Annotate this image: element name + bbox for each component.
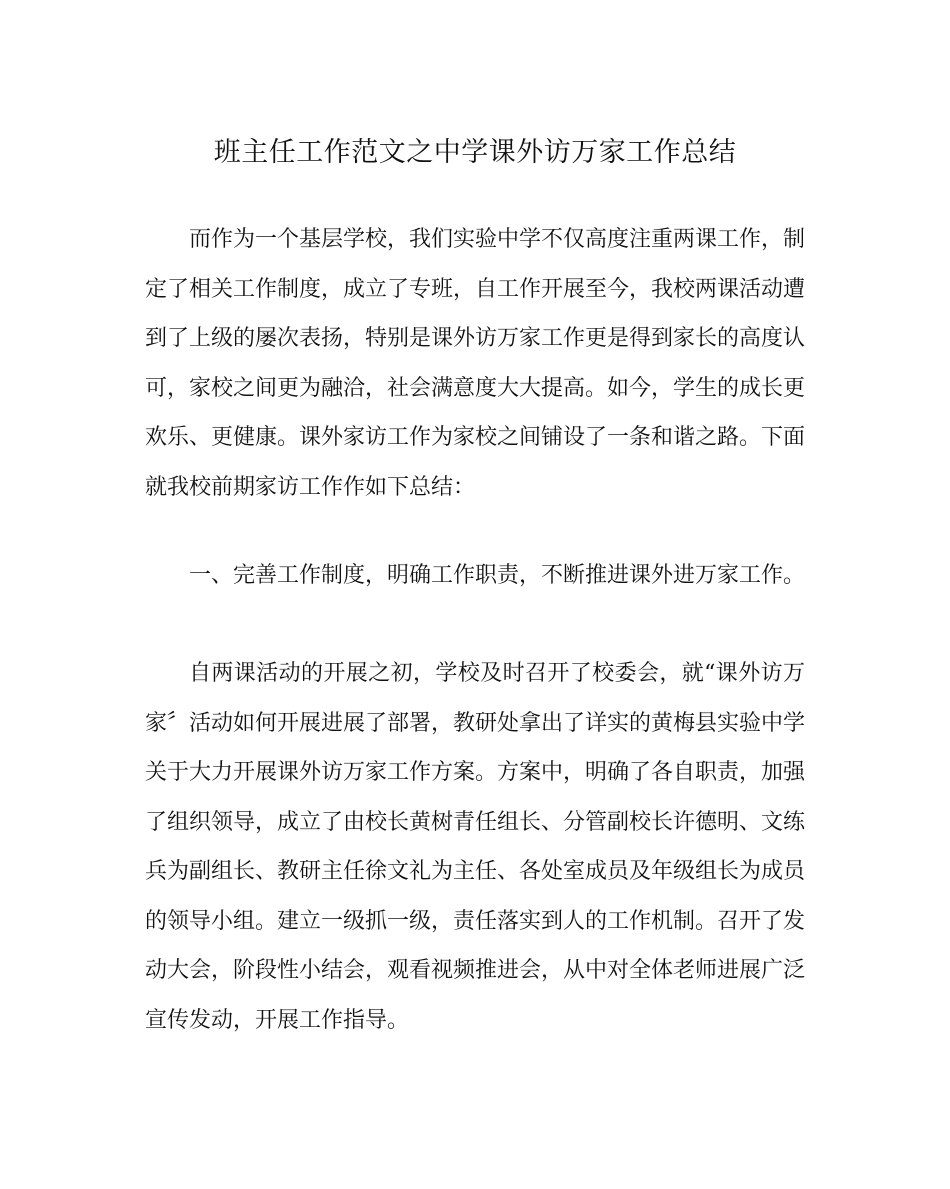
paragraph-section-1-body: 自两课活动的开展之初，学校及时召开了校委会，就“课外访万家〞活动如何开展进展了部署，教研处拿出了详实的黄梅县实验中学关于大力开展课外访万家工作方案。方案中，明确了各自职责，加强了组织领导，成立了由校长黄树青任组长、分管副校长许德明、文练兵为副组长、教研主任徐文礼为主任、各处室成员及年级组长为成员的领导小组。建立一级抓一级，责任落实到人的工作机制。召开了发动大会，阶段性小结会，观看视频推进会，从中对全体老师进展广泛宣传发动，开展工作指导。: [145, 661, 806, 1033]
section-heading-1: 一、完善工作制度，明确工作职责，不断推进课外进万家工作。: [189, 563, 806, 588]
paragraph-intro: 而作为一个基层学校，我们实验中学不仅高度注重两课工作，制定了相关工作制度，成立了专班，自工作开展至今，我校两课活动遭到了上级的屡次表扬，特别是课外访万家工作更是得到家长的高度认可，家校之间更为融洽，社会满意度大大提高。如今，学生的成长更欢乐、更健康。课外家访工作为家校之间铺设了一条和谐之路。下面就我校前期家访工作作如下总结：: [145, 227, 806, 500]
document-title: 班主任工作范文之中学课外访万家工作总结: [213, 137, 737, 168]
